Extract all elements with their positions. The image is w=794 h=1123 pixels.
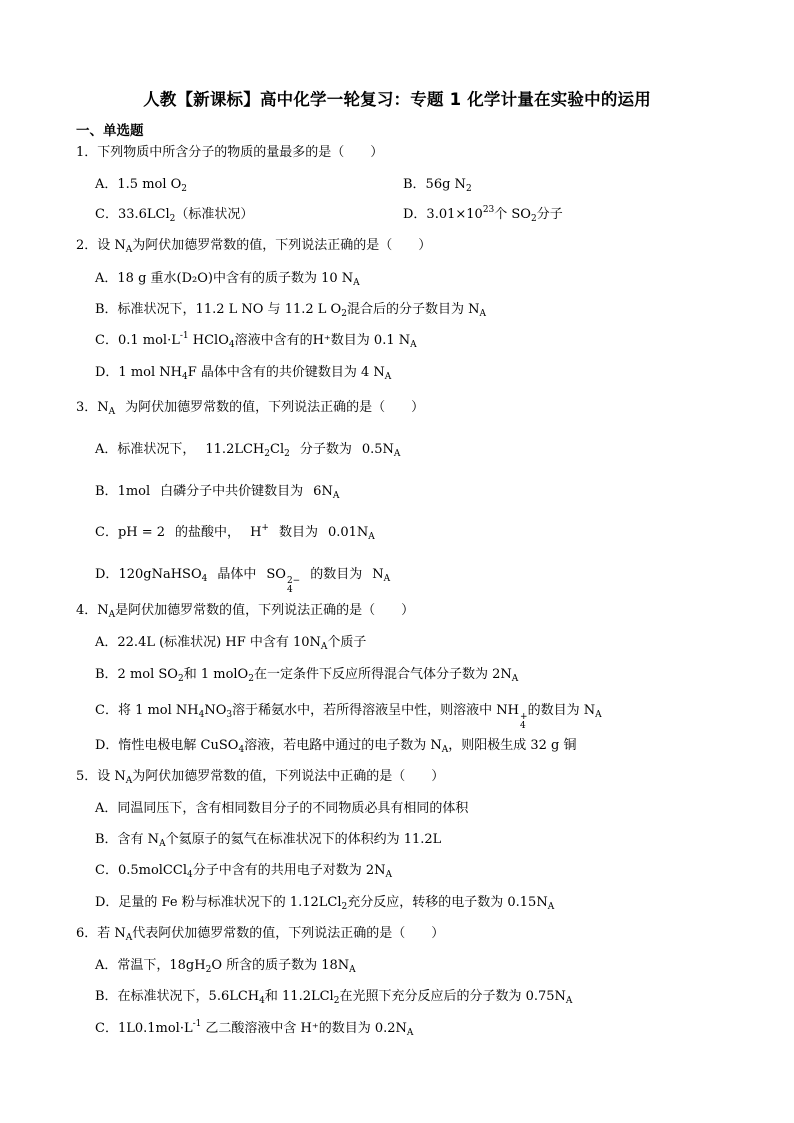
question-6-option-a: A．常温下，$18gH_2O$ 所含的质子数为 $18N_A$ [95,958,356,975]
question-5-option-c: C．0.5molCCl$_4$分子中含有的共用电子对数为 $2N_A$ [95,863,392,880]
question-3-option-b: B．1mol 白磷分子中共价键数目为 $6N_A$ [95,484,340,501]
question-3-option-a: A．标准状况下， $11.2LCH_2Cl_2$ 分子数为 $0.5N_A$ [95,442,401,459]
question-1-stem: 1．下列物质中所含分子的物质的量最多的是（ ） [76,145,384,160]
question-4-option-c: C．将 1 mol $NH_4NO_3$溶于稀氨水中，若所得溶液呈中性，则溶液中 NH + 4 的数目为 $N_A$ [95,703,602,731]
question-2-option-c: C．0.1 $mol\cdot L^{-1}$ HClO$_4$溶液中含有的H⁺数目为 0.1 $N_A$ [95,331,417,350]
question-4-option-b: B．2 mol $SO_2$和 1 molO$_2$在一定条件下反应所得混合气体分子数为 $2N_A$ [95,667,519,684]
question-5-option-d: D．足量的 Fe 粉与标准状况下的 1.12LCl$_2$充分反应，转移的电子数为 $0.15N_A$ [95,895,555,912]
question-2-option-d: D．1 mol $NH_4F$ 晶体中含有的共价键数目为 4 $N_A$ [95,365,392,382]
question-1-option-b: B．56g $N_2$ [403,177,472,194]
question-2-option-b: B．标准状况下，11.2 L NO 与 11.2 L $O_2$混合后的分子数目为 $N_A$ [95,302,486,319]
section-heading: 一、单选题 [76,123,144,139]
question-2-stem: 2．设 $N_A$为阿伏加德罗常数的值，下列说法正确的是（ ） [76,238,432,255]
question-5-stem: 5．设 $N_A$为阿伏加德罗常数的值，下列说法中正确的是（ ） [76,769,445,786]
question-1-option-c: C．33.6LCl$_2$（标准状况） [95,207,254,224]
question-3-option-c: C．pH = 2 的盐酸中， H+ 数目为 $0.01N_A$ [95,523,375,542]
question-1-option-a: A．1.5 mol $O_2$ [95,177,188,194]
question-3-option-d: D．120gNaHSO$_4$ 晶体中 SO 2− 4 的数目为 $N_A$ [95,567,391,595]
question-6-stem: 6．若 $N_A$代表阿伏加德罗常数的值，下列说法正确的是（ ） [76,926,445,943]
question-4-option-d: D．惰性电极电解 CuSO$_4$溶液，若电路中通过的电子数为 $N_A$，则阳极生成 32 g 铜 [95,738,577,755]
question-4-option-a: A．22.4L (标准状况) HF 中含有 $10N_A$个质子 [95,635,367,652]
question-4-stem: 4．$N_A$是阿伏加德罗常数的值，下列说法正确的是（ ） [76,603,415,620]
page-title: 人教【新课标】高中化学一轮复习：专题 1 化学计量在实验中的运用 [143,90,651,109]
question-6-option-b: B．在标准状况下，$5.6LCH_4$和 11.2LCl$_2$在光照下充分反应后的分子数为 $0.75N_A$ [95,989,573,1006]
question-6-option-c: C．$1L0.1mol\cdot L^{-1}$ 乙二酸溶液中含 H⁺的数目为 $0.2N_A$ [95,1019,414,1038]
question-1-option-d: D．$3.01\times 10^{23}$个 $SO_2$分子 [403,205,563,224]
question-3-stem: 3．$N_A$ 为阿伏加德罗常数的值，下列说法正确的是（ ） [76,400,425,417]
question-5-option-b: B．含有 $N_A$个氦原子的氦气在标准状况下的体积约为 11.2L [95,832,442,849]
question-2-option-a: A．18 g 重水(D₂O)中含有的质子数为 10 $N_A$ [95,271,360,288]
question-5-option-a: A．同温同压下，含有相同数目分子的不同物质必具有相同的体积 [95,801,469,816]
